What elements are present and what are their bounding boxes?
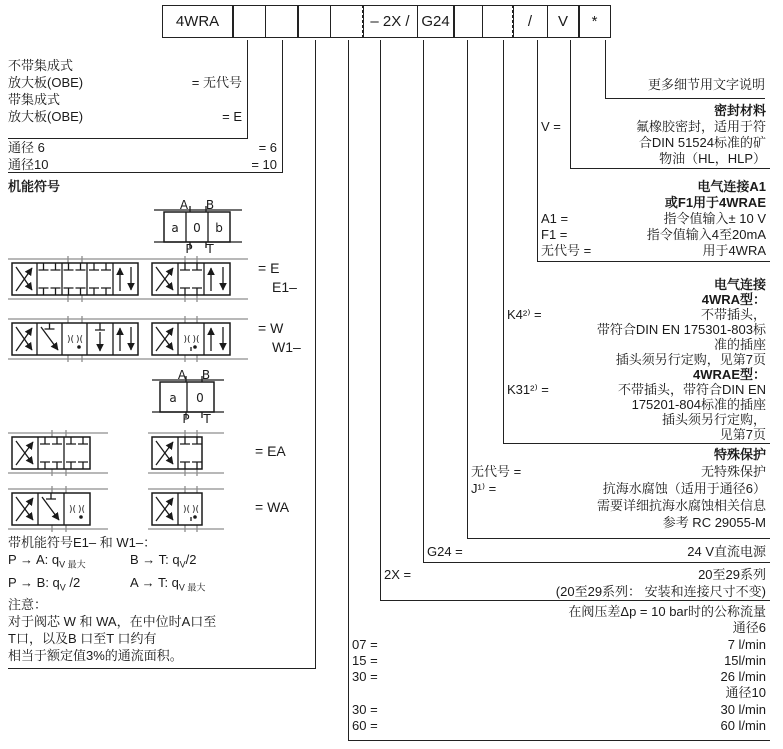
seal-heading: 密封材料 <box>713 103 766 118</box>
label: 2X = <box>384 567 412 582</box>
code-cell-size <box>265 5 299 38</box>
value: 30 l/min <box>720 701 766 717</box>
connector-heading: 4WRA型： <box>701 292 766 307</box>
flow-row <box>352 653 766 669</box>
label: K4²⁾ = <box>507 307 542 322</box>
rule-series <box>380 600 770 601</box>
protection-row <box>471 480 766 497</box>
symbol-label-e1: E1– <box>272 279 297 295</box>
pos-a: a <box>169 391 177 405</box>
flow-row <box>352 718 766 734</box>
interface-row <box>541 227 766 243</box>
details-section <box>605 76 765 93</box>
symbols-note <box>8 534 308 664</box>
value: 24 V直流电源 <box>687 544 766 559</box>
port-a: A <box>177 368 187 382</box>
rule-interface <box>537 261 770 262</box>
connector-row: 175201-804标准的插座 <box>631 397 766 412</box>
rule-flow <box>348 740 770 741</box>
size-row <box>8 139 277 156</box>
pos-0: 0 <box>196 391 204 405</box>
note-pair-b: A → T: $q_{V 最大}$ <box>130 574 206 593</box>
interface-row <box>541 243 766 259</box>
connector-vline-flow <box>348 40 349 740</box>
seal-row <box>541 119 766 135</box>
obe-row <box>8 74 242 91</box>
port-p: P <box>182 412 190 424</box>
pos-a: a <box>171 221 179 235</box>
connector-vline-interface <box>537 40 538 261</box>
flow-note-row <box>8 574 308 597</box>
connector-row: 插头须另行定购，见第7页 <box>615 352 766 367</box>
label: 通径 6 <box>8 140 45 155</box>
series-row <box>384 566 766 583</box>
value: 60 l/min <box>720 718 766 734</box>
flow-note-row <box>8 551 308 574</box>
connector-row: 带符合DIN EN 175301-803标 <box>596 322 766 337</box>
flow-heading: 在阀压差Δp = 10 bar时的公称流量 <box>568 604 766 619</box>
symbol-label-e: = E <box>258 260 280 276</box>
connector-vline-obe <box>247 40 248 138</box>
obe-section <box>8 57 242 125</box>
port-p: P <box>185 242 193 254</box>
valve-symbol-wa-transition <box>8 486 108 532</box>
port-t: T <box>203 412 211 424</box>
label: G24 = <box>427 544 463 559</box>
connector-vline-protection <box>467 40 468 538</box>
rule-seal <box>570 168 770 169</box>
interface-heading: 或F1用于4WRAE <box>664 195 766 210</box>
model-code-row <box>163 5 611 38</box>
connector-vline-size <box>282 40 283 172</box>
ports-diagram-a0 <box>146 368 230 424</box>
valve-symbol-w <box>148 316 248 362</box>
label: J¹⁾ = <box>471 481 497 496</box>
flow-section <box>352 604 766 734</box>
supply-row <box>427 543 766 560</box>
protection-heading: 特殊保护 <box>713 447 766 462</box>
obe-row <box>8 57 242 74</box>
code-cell-flow <box>330 5 364 38</box>
flow-size-label: 通径6 <box>732 620 766 636</box>
label: 30 = <box>352 701 378 717</box>
connector-row: 准的插座 <box>713 337 766 352</box>
symbol-label-w: = W <box>258 320 284 336</box>
svg-text:)(: )( <box>77 505 86 515</box>
symbols-heading: 机能符号 <box>8 179 61 194</box>
note-pair-a: P → B: $q_V$ /2 <box>8 574 81 593</box>
seal-section <box>541 103 766 167</box>
series-section <box>384 566 766 600</box>
port-b: B <box>205 198 215 212</box>
svg-text:)(: )( <box>75 335 84 345</box>
value: 7 l/min <box>727 636 766 652</box>
svg-text:)(: )( <box>191 505 200 515</box>
connector-heading: 电气连接 <box>713 277 766 292</box>
value: 26 l/min <box>720 669 766 685</box>
code-cell-protection <box>453 5 483 38</box>
code: = E <box>222 109 242 124</box>
value: 20至29系列 <box>698 567 766 582</box>
code: = 无代号 <box>191 75 242 90</box>
flow-row <box>352 702 766 718</box>
pos-b: b <box>215 221 223 235</box>
code: = 6 <box>258 140 277 155</box>
value: 不带插头， <box>700 307 766 322</box>
svg-text:)(: )( <box>68 505 77 515</box>
seal-line: 合DIN 51524标准的矿 <box>638 135 766 150</box>
valve-symbol-ea <box>148 430 224 476</box>
size-section <box>8 139 277 173</box>
protection-row: 参考 RC 29055-M <box>662 515 766 530</box>
label: 30 = <box>352 669 378 685</box>
valve-symbol-ea-transition <box>8 430 108 476</box>
code-cell-more: * <box>578 5 611 38</box>
port-a: A <box>179 198 189 212</box>
valve-symbol-w-transition <box>8 316 148 362</box>
rule-protection <box>467 538 770 539</box>
valve-symbol-wa <box>148 486 224 532</box>
symbol-label-ea: = EA <box>255 443 286 459</box>
note-line: 相当于额定值3%的通流面积。 <box>8 648 183 664</box>
value: 无特殊保护 <box>700 464 766 479</box>
flow-size-label: 通径10 <box>725 685 766 701</box>
details-text: 更多细节用文字说明 <box>647 77 765 92</box>
label: F1 = <box>541 227 568 242</box>
flow-row <box>352 637 766 653</box>
connector-row: 见第7页 <box>719 427 766 442</box>
port-t: T <box>206 242 214 254</box>
code-cell-interface: / <box>512 5 548 38</box>
code-cell-series: – 2X / <box>362 5 418 38</box>
value: 不带插头，带符合DIN EN <box>617 382 766 397</box>
svg-text:)(: )( <box>192 335 200 345</box>
valve-symbol-e <box>148 256 248 302</box>
port-b: B <box>201 368 211 382</box>
protection-row: 需要详细抗海水腐蚀相关信息 <box>596 498 766 513</box>
value: 抗海水腐蚀（适用于通径6） <box>602 481 766 496</box>
label: V = <box>541 119 561 134</box>
seal-line: 物油（HL，HLP） <box>659 151 766 166</box>
value: 用于4WRA <box>702 243 766 258</box>
size-row <box>8 156 277 173</box>
label: A1 = <box>541 211 569 226</box>
interface-row <box>541 211 766 227</box>
protection-row <box>471 463 766 480</box>
svg-text:)(: )( <box>66 335 75 345</box>
connector-row: 4WRAE型： <box>693 367 766 382</box>
connector-vline-supply <box>423 40 424 562</box>
note-line: T口，以及B 口至T 口约有 <box>8 631 157 647</box>
symbol-label-w1: W1– <box>272 339 301 355</box>
connector-row <box>507 382 766 397</box>
label: 15 = <box>352 652 378 668</box>
code: = 10 <box>251 157 277 172</box>
label: 无代号 = <box>471 464 522 479</box>
rule-symbol <box>8 668 316 669</box>
connector-vline-symbol <box>315 40 316 668</box>
interface-heading: 电气连接A1 <box>697 179 766 194</box>
value: 指令值输入± 10 V <box>663 211 766 226</box>
value: 指令值输入4至20mA <box>646 227 766 242</box>
pos-0: 0 <box>193 221 201 235</box>
label: 放大板(OBE) <box>8 109 84 124</box>
rule-connector <box>503 443 770 444</box>
label: 带集成式 <box>8 92 61 107</box>
label: 无代号 = <box>541 243 592 258</box>
code-cell-symbol <box>297 5 331 38</box>
connector-section <box>507 277 766 442</box>
label: K31²⁾ = <box>507 382 549 397</box>
code-cell-connector <box>482 5 514 38</box>
value: 15l/min <box>724 652 766 668</box>
svg-text:)(: )( <box>182 505 191 515</box>
note-pair-b: B → T: $q_V/2$ <box>130 552 197 570</box>
obe-row <box>8 108 242 125</box>
value: 氟橡胶密封，适用于符 <box>635 119 766 134</box>
protection-section <box>471 446 766 531</box>
ports-diagram-a0b <box>146 198 246 254</box>
rule-supply <box>423 562 770 563</box>
obe-row <box>8 91 242 108</box>
symbol-label-wa: = WA <box>255 499 290 515</box>
connector-vline-connector <box>503 40 504 443</box>
connector-row <box>507 307 766 322</box>
interface-section <box>541 179 766 259</box>
label: 07 = <box>352 636 378 652</box>
code-cell-type: 4WRA <box>162 5 234 38</box>
series-note: (20至29系列： 安装和连接尺寸不变) <box>555 584 766 599</box>
valve-symbol-e-transition <box>8 256 148 302</box>
note-pair-a: P → A: $q_{V 最大}$ <box>8 552 86 570</box>
connector-row: 插头须另行定购， <box>661 412 766 427</box>
connector-vline-series <box>380 40 381 600</box>
label: 放大板(OBE) <box>8 75 84 90</box>
svg-text:)(: )( <box>183 335 191 345</box>
code-cell-supply: G24 <box>417 5 455 38</box>
note-line: 对于阀芯 W 和 WA，在中位时A口至 <box>8 614 217 630</box>
label: 60 = <box>352 718 378 734</box>
label: 不带集成式 <box>8 58 74 73</box>
note-line: 带机能符号E1– 和 W1–： <box>8 535 157 550</box>
note-attention: 注意： <box>8 597 48 613</box>
code-cell-obe <box>232 5 266 38</box>
code-cell-seal: V <box>547 5 580 38</box>
rule-more <box>605 98 765 99</box>
label: 通径10 <box>8 157 49 172</box>
supply-section <box>427 543 766 560</box>
flow-row <box>352 669 766 685</box>
